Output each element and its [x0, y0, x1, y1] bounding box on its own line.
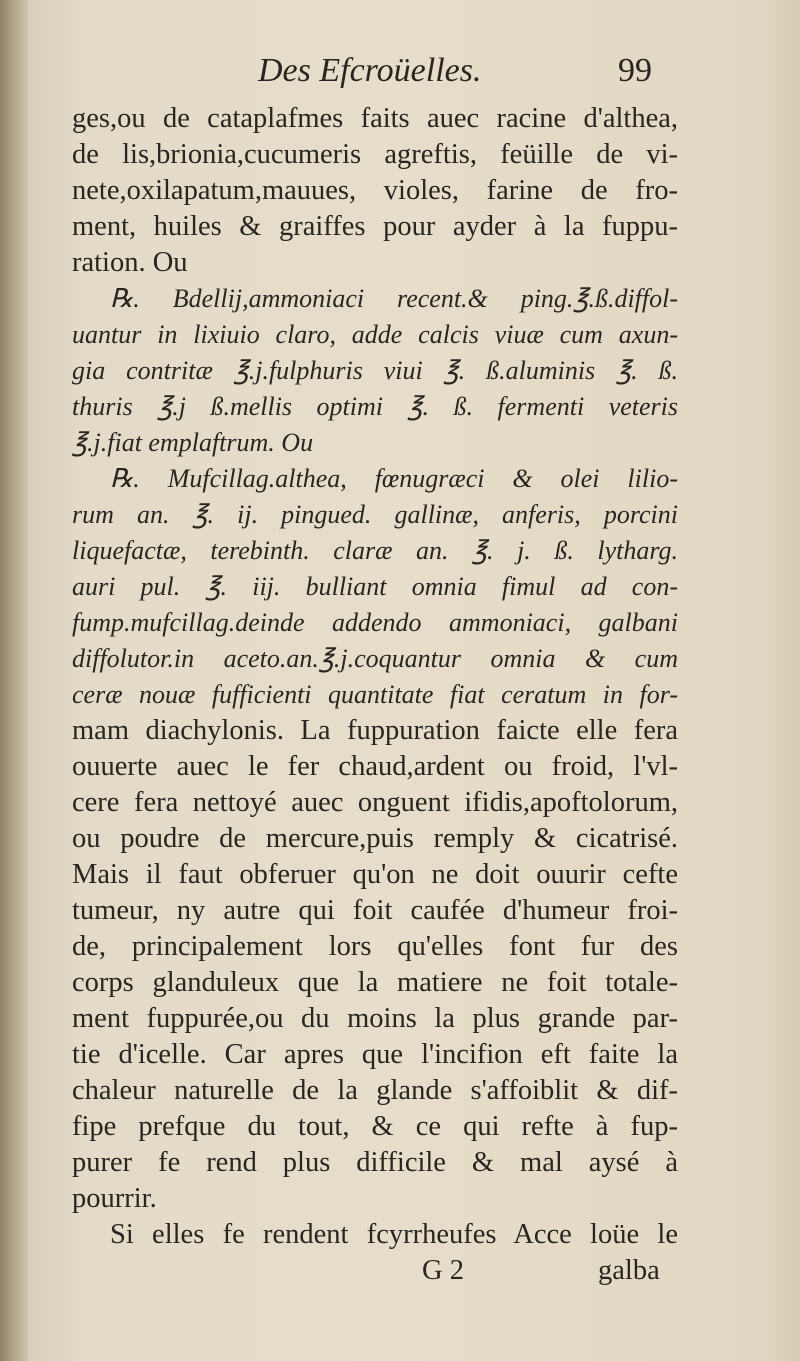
text-line: de lis,brionia,cucumeris agreftis, feüille de vi-	[72, 139, 678, 170]
text-line: ouuerte auec le fer chaud,ardent ou froid, l'vl-	[72, 751, 678, 782]
text-line: mam diachylonis. La fuppuration faicte elle fera	[72, 715, 678, 746]
recipe-line: auri pul. ℥. iij. bulliant omnia fimul ad con-	[72, 572, 678, 601]
recipe-line: uantur in lixiuio claro, adde calcis viuæ cum axun-	[72, 320, 678, 349]
text-line: fipe prefque du tout, & ce qui refte à fup-	[72, 1111, 678, 1142]
text-line: ou poudre de mercure,puis remply & cicatrisé.	[72, 823, 678, 854]
text-line: ment, huiles & graiffes pour ayder à la fuppu-	[72, 211, 678, 242]
text-line: pourrir.	[72, 1183, 157, 1214]
text-line: ment fuppurée,ou du moins la plus grande par-	[72, 1003, 678, 1034]
text-line: tie d'icelle. Car apres que l'incifion eft faite la	[72, 1039, 678, 1070]
text-line: cere fera nettoyé auec onguent ifidis,apoftolorum,	[72, 787, 678, 818]
recipe-line: liquefactæ, terebinth. claræ an. ℥. j. ß. lytharg.	[72, 536, 678, 565]
recipe-line: rum an. ℥. ij. pingued. gallinæ, anferis, porcini	[72, 500, 678, 529]
text-line: tumeur, ny autre qui foit caufée d'humeur froi-	[72, 895, 678, 926]
recipe-line: ℥.j.fiat emplaftrum. Ou	[72, 428, 314, 457]
text-line: Si elles fe rendent fcyrrheufes Acce loüe le	[110, 1219, 678, 1250]
recipe-line: ℞. Bdellij,ammoniaci recent.& ping.℥.ß.diffol-	[110, 284, 678, 313]
text-line: purer fe rend plus difficile & mal aysé à	[72, 1147, 678, 1178]
page-footer	[0, 1255, 800, 1295]
recipe-line: thuris ℥.j ß.mellis optimi ℥. ß. fermenti veteris	[72, 392, 678, 421]
running-head	[0, 52, 800, 102]
recipe-line: diffolutor.in aceto.an.℥.j.coquantur omnia & cum	[72, 644, 678, 673]
text-line: chaleur naturelle de la glande s'affoiblit & dif-	[72, 1075, 678, 1106]
catchword: galba	[598, 1255, 660, 1286]
recipe-line: ceræ nouæ fufficienti quantitate fiat ceratum in for-	[72, 680, 678, 709]
page-number: 99	[618, 52, 652, 89]
running-head-title: Des Efcroüelles.	[258, 52, 482, 89]
text-line: ration. Ou	[72, 247, 188, 278]
signature-mark: G 2	[422, 1255, 464, 1286]
recipe-line: gia contritæ ℥.j.fulphuris viui ℥. ß.aluminis ℥. ß.	[72, 356, 678, 385]
text-line: ges,ou de cataplafmes faits auec racine d'althea,	[72, 103, 678, 134]
text-line: de, principalement lors qu'elles font fur des	[72, 931, 678, 962]
text-line: Mais il faut obferuer qu'on ne doit ouurir cefte	[72, 859, 678, 890]
text-line: nete,oxilapatum,mauues, violes, farine de fro-	[72, 175, 678, 206]
recipe-line: fump.mufcillag.deinde addendo ammoniaci, galbani	[72, 608, 678, 637]
recipe-line: ℞. Mufcillag.althea, fœnugræci & olei lilio-	[110, 464, 678, 493]
text-line: corps glanduleux que la matiere ne foit totale-	[72, 967, 678, 998]
page-binding-shadow	[0, 0, 28, 1361]
